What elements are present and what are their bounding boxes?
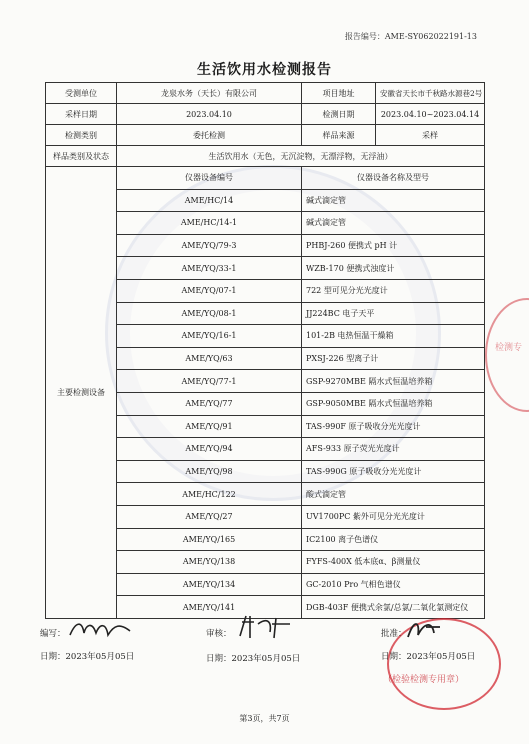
sampling-date-value: 2023.04.10 — [117, 104, 302, 125]
equipment-code-header: 仪器设备编号 — [117, 167, 302, 190]
equipment-code: AME/HC/14 — [117, 189, 302, 212]
equipment-name: WZB-170 便携式浊度计 — [302, 257, 485, 280]
equipment-code: AME/YQ/08-1 — [117, 302, 302, 325]
equipment-code: AME/HC/14-1 — [117, 212, 302, 235]
test-type-label: 检测类别 — [46, 125, 117, 146]
sample-source-value: 采样 — [376, 125, 485, 146]
sampling-date-label: 采样日期 — [46, 104, 117, 125]
equipment-code: AME/YQ/16-1 — [117, 325, 302, 348]
address-value: 安徽省天长市千秋路水源巷2号 — [376, 83, 485, 104]
test-date-value: 2023.04.10~2023.04.14 — [376, 104, 485, 125]
stamp-label: （检验检测专用章） — [383, 675, 465, 685]
equipment-name: JJ224BC 电子天平 — [302, 302, 485, 325]
equipment-code: AME/YQ/141 — [117, 596, 302, 619]
report-number: 报告编号：AME-SY062022191-13 — [344, 32, 477, 41]
test-date-label: 检测日期 — [302, 104, 376, 125]
approver-signature — [404, 617, 444, 643]
equipment-name: 碱式滴定管 — [302, 212, 485, 235]
equipment-code: AME/YQ/07-1 — [117, 279, 302, 302]
equipment-name: TAS-990G 原子吸收分光光度计 — [302, 460, 485, 483]
equipment-name: FYFS-400X 低本底α、β测量仪 — [302, 551, 485, 574]
equipment-code: AME/YQ/77-1 — [117, 370, 302, 393]
sample-source-label: 样品来源 — [302, 125, 376, 146]
compiler-date: 日期：2023年05月05日 — [40, 652, 135, 662]
equipment-name: GSP-9270MBE 隔水式恒温培养箱 — [302, 370, 485, 393]
sample-type-value: 生活饮用水（无色，无沉淀物，无漂浮物，无浮油） — [117, 146, 485, 167]
equipment-name: 722 型可见分光光度计 — [302, 279, 485, 302]
compiler-label: 编写： — [40, 629, 66, 639]
sample-type-label: 样品类别及状态 — [46, 146, 117, 167]
equipment-code: AME/YQ/165 — [117, 528, 302, 551]
equipment-code: AME/YQ/98 — [117, 460, 302, 483]
equipment-section-label: 主要检测设备 — [46, 167, 117, 619]
equipment-name: GC-2010 Pro 气相色谱仪 — [302, 573, 485, 596]
page-footer: 第3页，共7页 — [239, 714, 290, 723]
equipment-code: AME/YQ/79-3 — [117, 234, 302, 257]
side-stamp: 检测专 — [485, 298, 529, 412]
equipment-code: AME/YQ/134 — [117, 573, 302, 596]
equipment-name: GSP-9050MBE 隔水式恒温培养箱 — [302, 392, 485, 415]
equipment-name: PHBJ-260 便携式 pH 计 — [302, 234, 485, 257]
equipment-name: DGB-403F 便携式余氯/总氯/二氧化氯测定仪 — [302, 596, 485, 619]
equipment-name: PXSJ-226 型离子计 — [302, 347, 485, 370]
equipment-code: AME/YQ/63 — [117, 347, 302, 370]
reviewer-label: 审核： — [206, 629, 232, 639]
equipment-code: AME/YQ/33-1 — [117, 257, 302, 280]
equipment-name: 酸式滴定管 — [302, 483, 485, 506]
reviewer-signature — [236, 612, 294, 640]
client-value: 龙泉水务（天长）有限公司 — [117, 83, 302, 104]
equipment-code: AME/HC/122 — [117, 483, 302, 506]
approver-date: 日期：2023年05月05日 — [381, 652, 476, 662]
compiler-signature — [68, 617, 134, 641]
equipment-name: 碱式滴定管 — [302, 189, 485, 212]
equipment-name: AFS-933 原子荧光光度计 — [302, 438, 485, 461]
client-label: 受测单位 — [46, 83, 117, 104]
equipment-name: IC2100 离子色谱仪 — [302, 528, 485, 551]
equipment-code: AME/YQ/77 — [117, 392, 302, 415]
test-type-value: 委托检测 — [117, 125, 302, 146]
equipment-code: AME/YQ/94 — [117, 438, 302, 461]
report-table — [45, 82, 485, 619]
equipment-name: TAS-990F 原子吸收分光光度计 — [302, 415, 485, 438]
equipment-name: UV1700PC 紫外可见分光光度计 — [302, 505, 485, 528]
equipment-code: AME/YQ/91 — [117, 415, 302, 438]
equipment-name: 101-2B 电热恒温干燥箱 — [302, 325, 485, 348]
address-label: 项目地址 — [302, 83, 376, 104]
equipment-code: AME/YQ/138 — [117, 551, 302, 574]
page-title: 生活饮用水检测报告 — [197, 62, 332, 78]
reviewer-date: 日期：2023年05月05日 — [206, 654, 301, 664]
equipment-name-header: 仪器设备名称及型号 — [302, 167, 485, 190]
approver-label: 批准： — [381, 629, 407, 639]
equipment-code: AME/YQ/27 — [117, 505, 302, 528]
